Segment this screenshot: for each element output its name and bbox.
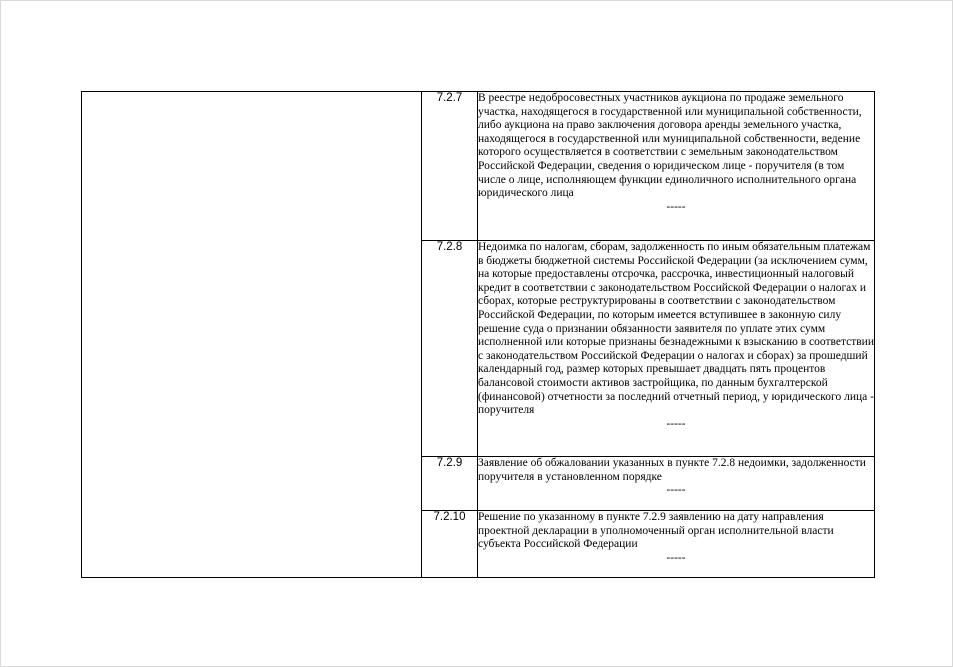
row-value: -----: [666, 200, 686, 213]
row-content: [478, 92, 875, 241]
row-description: Решение по указанному в пункте 7.2.9 заявлению на дату направления проектной декларации в уполномоченный орган исполнительной власти субъекта Российской Федерации: [478, 511, 834, 551]
empty-left-column: [82, 92, 422, 578]
row-description: Заявление об обжаловании указанных в пункте 7.2.8 недоимки, задолженности поручителя в установленном порядке: [478, 457, 866, 483]
row-value: -----: [666, 551, 686, 564]
row-description: В реестре недобросовестных участников аукциона по продаже земельного участка, находящегося в государственной или муниципальной собственности, либо аукциона на право заключения договора аренды земельного участка, находящегося в государственной или муниципальной собственности, ведение которого осуществляется в соответствии с земельным законодательством Российской Федерации, сведения о юридическом лице - поручителя (в том числе о лице, исполняющем функции единоличного исполнительного органа юридического лица: [478, 92, 862, 200]
row-number: 7.2.10: [422, 511, 478, 578]
table-row: [82, 92, 875, 241]
row-content: [478, 511, 875, 578]
row-content: [478, 457, 875, 511]
row-value: -----: [666, 417, 686, 430]
declaration-table: [81, 91, 875, 578]
row-value: -----: [666, 484, 686, 497]
row-content: [478, 241, 875, 457]
row-description: Недоимка по налогам, сборам, задолженность по иным обязательным платежам в бюджеты бюджетной системы Российской Федерации (за исключением сумм, на которые предоставлены отсрочка, рассрочка, инвестиционный налоговый кредит в соответствии с законодательством Российской Федерации о налогах и сборах, которые реструктурированы в соответствии с законодательством Российской Федерации, по которым имеется вступившее в законную силу решение суда о признании обязанности заявителя по уплате этих сумм исполненной или которые признаны безнадежными к взысканию в соответствии с законодательством Российской Федерации о налогах и сборах) за прошедший календарный год, размер которых превышает двадцать пять процентов балансовой стоимости активов застройщика, по данным бухгалтерской (финансовой) отчетности за последний отчетный период, у юридического лица - поручителя: [478, 241, 874, 417]
row-number: 7.2.8: [422, 241, 478, 457]
row-number: 7.2.9: [422, 457, 478, 511]
row-number: 7.2.7: [422, 92, 478, 241]
